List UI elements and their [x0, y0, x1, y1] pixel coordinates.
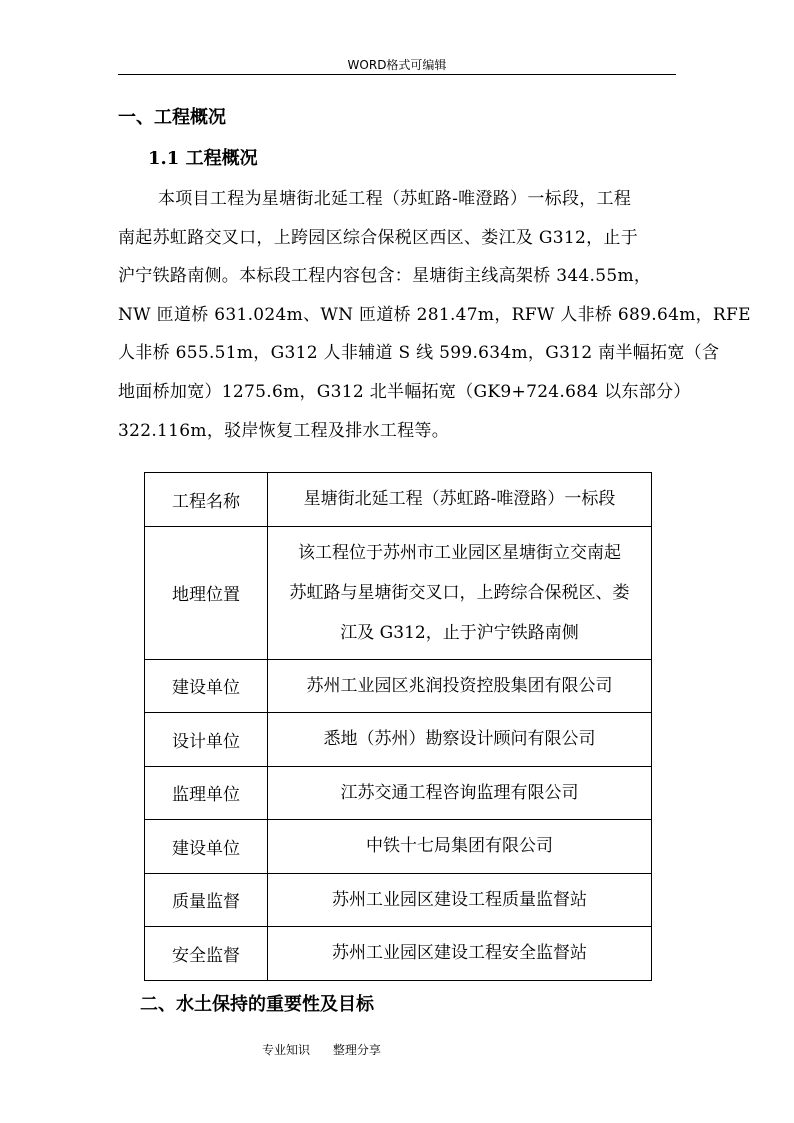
row-value [268, 659, 652, 713]
table-row [145, 820, 652, 874]
row-key: 设计单位 [145, 713, 268, 767]
row-value [268, 526, 652, 659]
project-overview-paragraph [118, 180, 751, 450]
row-value-line: 悉地（苏州）勘察设计顾问有限公司 [323, 729, 596, 750]
paragraph-line: 沪宁铁路南侧。本标段工程内容包含：星塘街主线高架桥 344.55m， [118, 266, 652, 287]
row-key: 质量监督 [145, 873, 268, 927]
row-value [268, 927, 652, 981]
paragraph-line: 本项目工程为星塘街北延工程（苏虹路-唯澄路）一标段，工程 [158, 189, 632, 209]
row-value [268, 766, 652, 820]
page-header: WORD格式可编辑 [347, 58, 447, 72]
paragraph-line: NW 匝道桥 631.024m、WN 匝道桥 281.47m，RFW 人非桥 689.64m，RFE [118, 304, 751, 325]
section-2-heading: 二、水土保持的重要性及目标 [140, 994, 374, 1015]
section-1-1-heading: 1.1 工程概况 [148, 148, 258, 169]
row-value-line: 江苏交通工程咨询监理有限公司 [340, 782, 579, 803]
paragraph-line: 人非桥 655.51m，G312 人非辅道 S 线 599.634m，G312 南半幅拓宽（含 [118, 343, 720, 364]
row-key: 地理位置 [145, 526, 268, 659]
row-value-line: 该工程位于苏州市工业园区星塘街立交南起 [298, 542, 621, 563]
row-key: 工程名称 [145, 473, 268, 527]
table-row [145, 473, 652, 527]
row-value-line: 苏州工业园区建设工程质量监督站 [332, 889, 587, 910]
row-value-line: 中铁十七局集团有限公司 [366, 836, 553, 857]
row-value-line: 江及 G312，止于沪宁铁路南侧 [340, 622, 579, 643]
row-value-line: 苏虹路与星塘街交叉口，上跨综合保税区、娄 [289, 582, 630, 603]
table-row [145, 927, 652, 981]
row-value [268, 820, 652, 874]
footer-left-text: 专业知识 [262, 1043, 311, 1057]
table-row [145, 526, 652, 659]
project-info-table [144, 472, 652, 981]
paragraph-line: 地面桥加宽）1275.6m，G312 北半幅拓宽（GK9+724.684 以东部分） [118, 381, 691, 402]
table-row [145, 766, 652, 820]
table-row [145, 713, 652, 767]
row-key: 建设单位 [145, 820, 268, 874]
table-row [145, 873, 652, 927]
page-footer [262, 1043, 381, 1057]
row-key: 安全监督 [145, 927, 268, 981]
row-key: 监理单位 [145, 766, 268, 820]
row-value-line: 苏州工业园区建设工程安全监督站 [332, 943, 587, 964]
header-rule [118, 74, 676, 75]
paragraph-line: 322.116m，驳岸恢复工程及排水工程等。 [118, 420, 450, 441]
section-1-heading: 一、工程概况 [118, 107, 226, 128]
row-value [268, 473, 652, 527]
table-row [145, 659, 652, 713]
row-value [268, 713, 652, 767]
footer-right-text: 整理分享 [332, 1043, 381, 1057]
paragraph-line: 南起苏虹路交叉口，上跨园区综合保税区西区、娄江及 G312，止于 [118, 227, 639, 248]
row-value [268, 873, 652, 927]
row-value-line: 苏州工业园区兆润投资控股集团有限公司 [306, 675, 613, 696]
row-key: 建设单位 [145, 659, 268, 713]
row-value-line: 星塘街北延工程（苏虹路-唯澄路）一标段 [303, 489, 616, 510]
